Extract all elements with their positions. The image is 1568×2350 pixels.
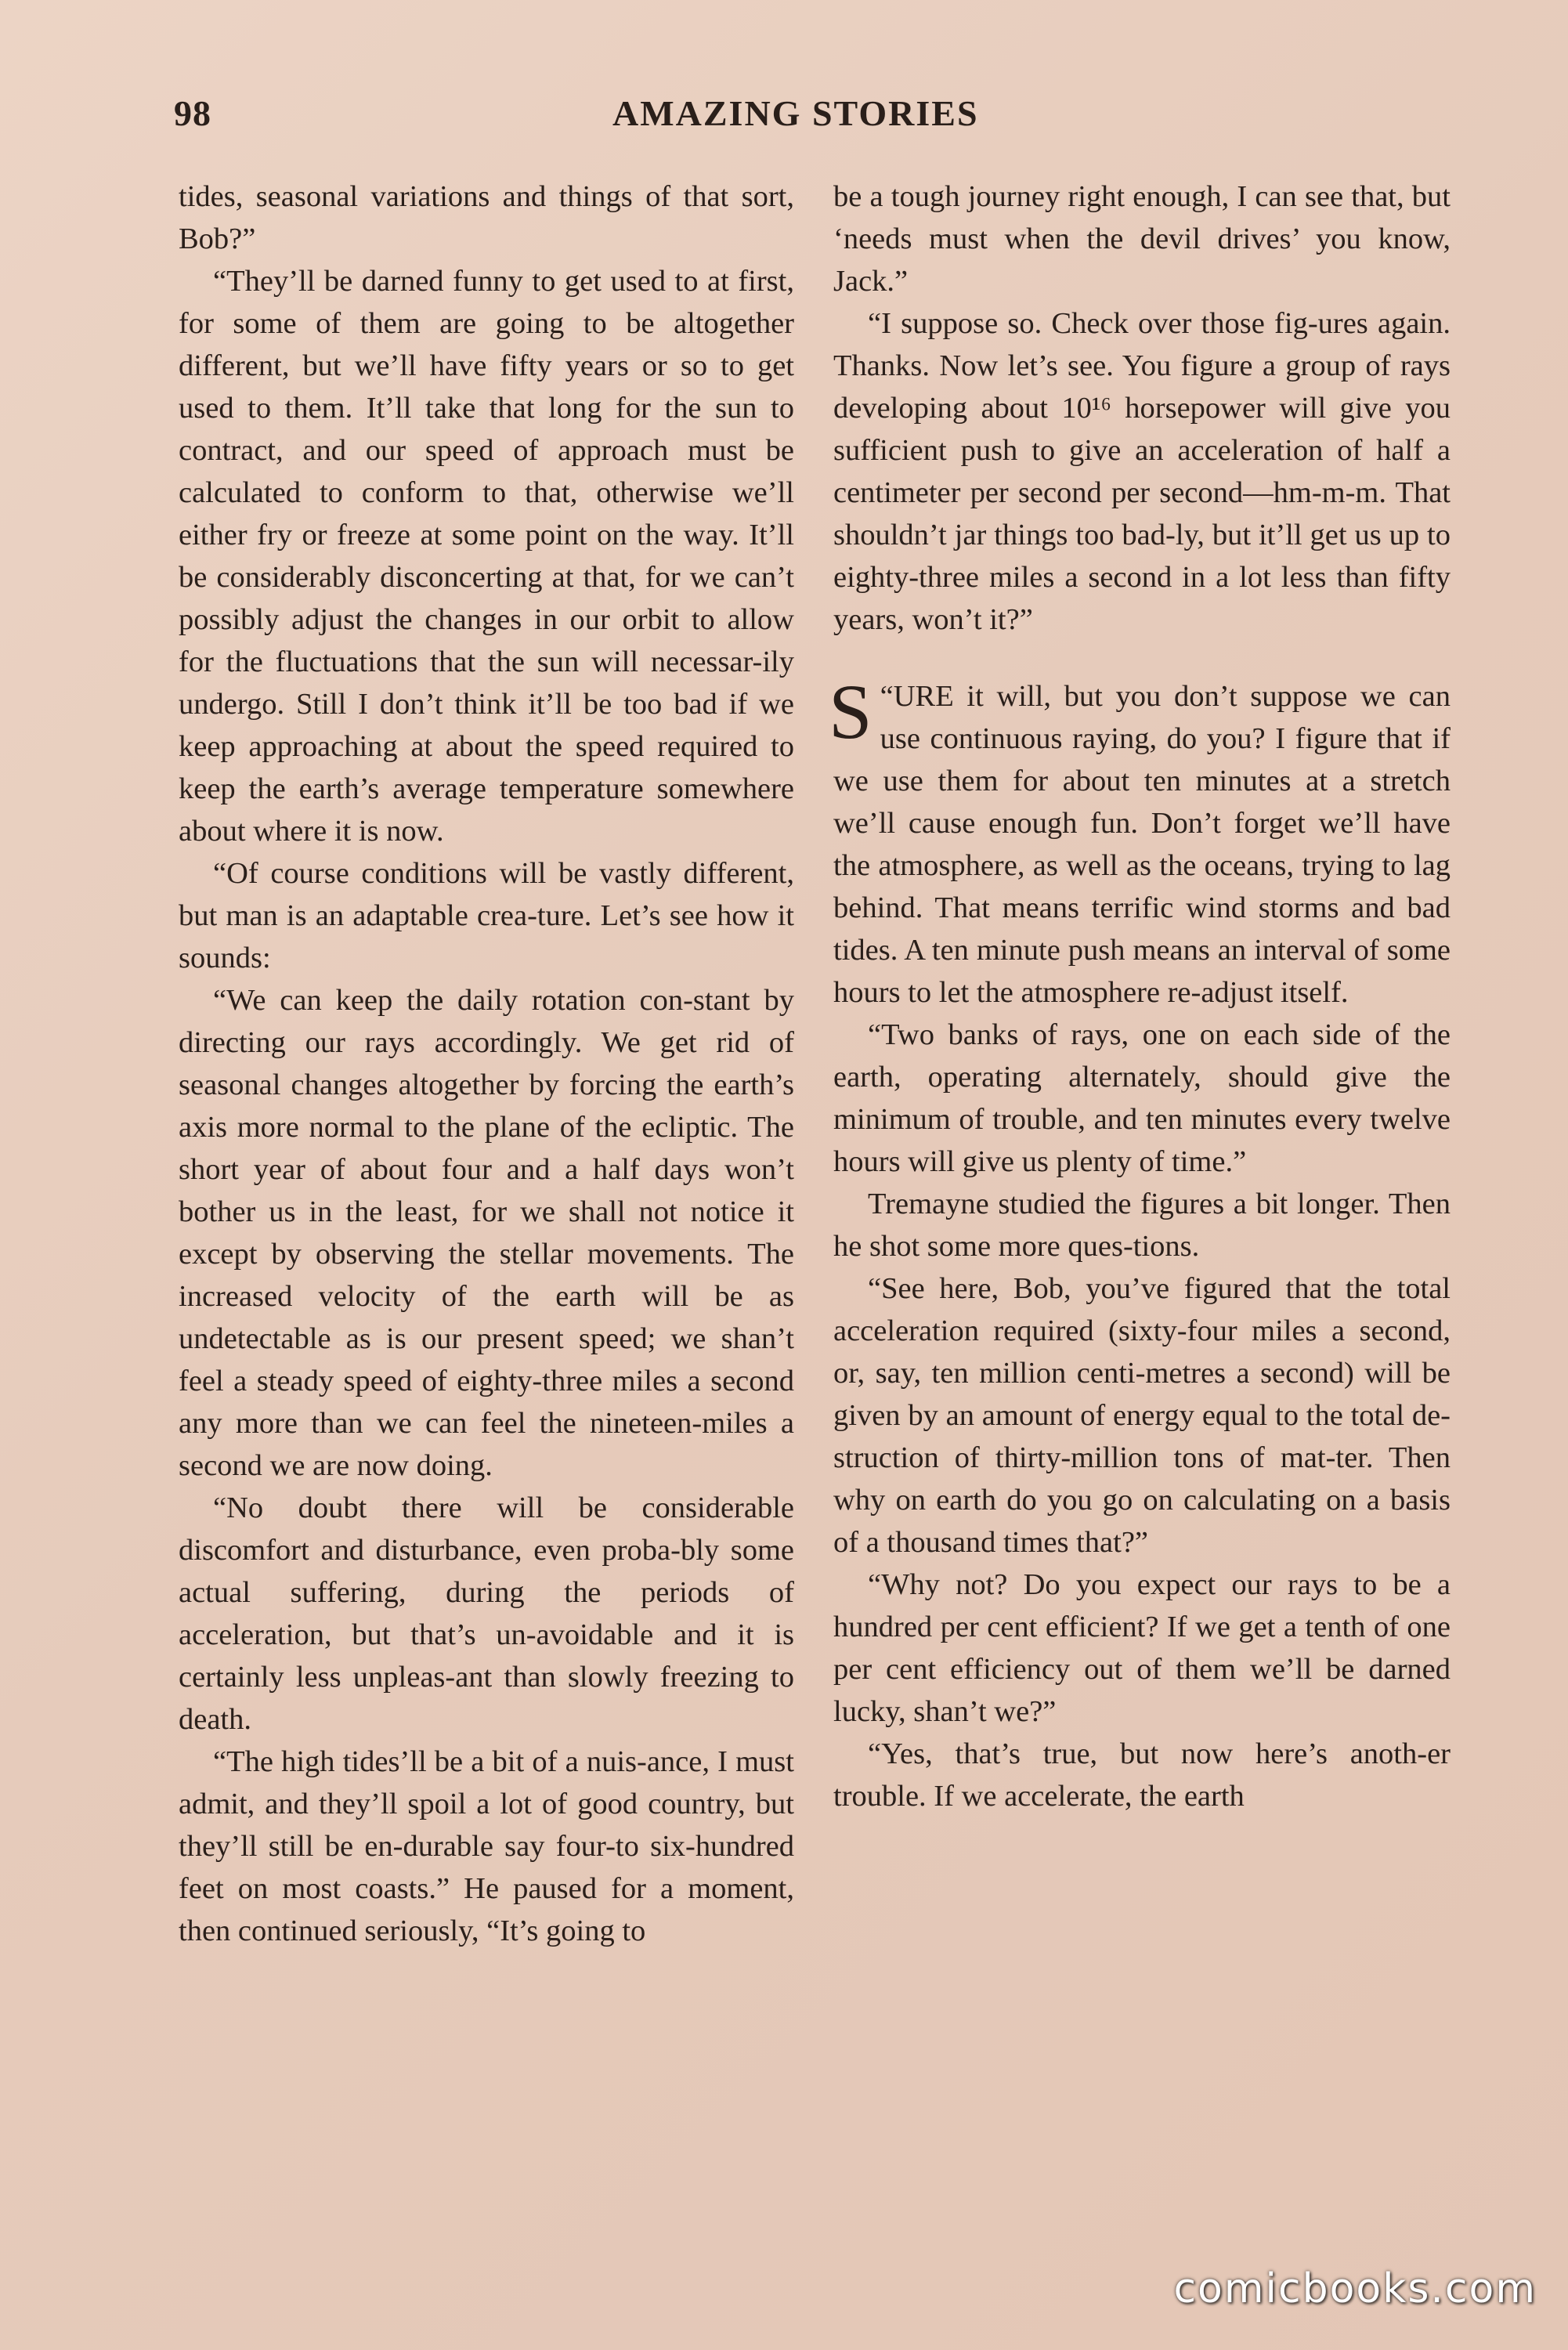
- dropcap-paragraph-text: URE it will, but you don’t suppose we can use continuous raying, do you? I figure that if we use them for about ten minutes at a stretch we’ll cause enough fun. Don’t forget we’ll have the atmosphere, as well as the oceans, trying to lag behind. That means terrific wind storms and bad tides. A ten minute push means an interval of some hours to let the atmosphere re-adjust itself.: [833, 680, 1451, 1009]
- site-watermark: comicbooks.com: [1173, 2265, 1537, 2312]
- paragraph: “No doubt there will be considerable discomfort and disturbance, even proba-bly some actual suffering, during the periods of acceleration, but that’s un-avoidable and it is certainly less unpleas-ant than slowly freezing to death.: [179, 1491, 794, 1736]
- paragraph: “Why not? Do you expect our rays to be a hundred per cent efficient? If we get a tenth of one per cent efficiency out of them we’ll be darned lucky, shan’t we?”: [833, 1568, 1451, 1728]
- paragraph: “See here, Bob, you’ve figured that the total acceleration required (sixty-four miles a second, or, say, ten million centi-metres a second) will be given by an amount of energy equal to the total de-struction of thirty-million tons of mat-ter. Then why on earth do you go on calculating on a basis of a thousand times that?”: [833, 1272, 1451, 1559]
- drop-cap-letter: S: [829, 668, 873, 755]
- page-header: [174, 92, 1449, 139]
- paragraph: Tremayne studied the figures a bit longer. Then he shot some more ques-tions.: [833, 1188, 1451, 1263]
- paragraph: be a tough journey right enough, I can see that, but ‘needs must when the devil drives’ you know, Jack.”: [833, 180, 1451, 298]
- right-column: [829, 175, 1451, 1817]
- paragraph: “The high tides’ll be a bit of a nuis-ance, I must admit, and they’ll spoil a lot of good country, but they’ll still be en-durable say four-to six-hundred feet on most coasts.” He paused for a moment, then continued seriously, “It’s going to: [179, 1745, 794, 1947]
- running-head: AMAZING STORIES: [612, 93, 979, 133]
- opening-quote: “: [880, 680, 894, 713]
- left-column: [179, 175, 794, 1952]
- paragraph: “I suppose so. Check over those fig-ures again. Thanks. Now let’s see. You figure a group of rays developing about 10¹⁶ horsepower will give you sufficient push to give an acceleration of half a centimeter per second per second—hm-m-m. That shouldn’t jar things too bad-ly, but it’ll get us up to eighty-three miles a second in a lot less than fifty years, won’t it?”: [833, 307, 1451, 636]
- paragraph: “They’ll be darned funny to get used to at first, for some of them are going to be altogether different, but we’ll have fifty years or so to get used to them. It’ll take that long for the sun to contract, and our speed of approach must be calculated to conform to that, otherwise we’ll either fry or freeze at some point on the way. It’ll be considerably disconcerting at that, for we can’t possibly adjust the changes in our orbit to allow for the fluctuations that the sun will necessar-ily undergo. Still I don’t think it’ll be too bad if we keep approaching at about the speed required to keep the earth’s average temperature somewhere about where it is now.: [179, 265, 794, 848]
- dropcap-paragraph: [829, 668, 1451, 1014]
- paragraph: tides, seasonal variations and things of that sort, Bob?”: [179, 180, 794, 255]
- paragraph: “Of course conditions will be vastly different, but man is an adaptable crea-ture. Let’s see how it sounds:: [179, 857, 794, 974]
- paragraph: “Yes, that’s true, but now here’s anoth-er trouble. If we accelerate, the earth: [833, 1737, 1451, 1813]
- paragraph: “Two banks of rays, one on each side of the earth, operating alternately, should give the minimum of trouble, and ten minutes every twelve hours will give us plenty of time.”: [833, 1018, 1451, 1178]
- paragraph: “We can keep the daily rotation con-stant by directing our rays accordingly. We get rid of seasonal changes altogether by forcing the earth’s axis more normal to the plane of the ecliptic. The short year of about four and a half days won’t bother us in the least, for we shall not notice it except by observing the stellar movements. The increased velocity of the earth will be as undetectable as is our present speed; we shan’t feel a steady speed of eighty-three miles a second any more than we can feel the nineteen-miles a second we are now doing.: [179, 984, 794, 1482]
- page-number: 98: [174, 93, 211, 133]
